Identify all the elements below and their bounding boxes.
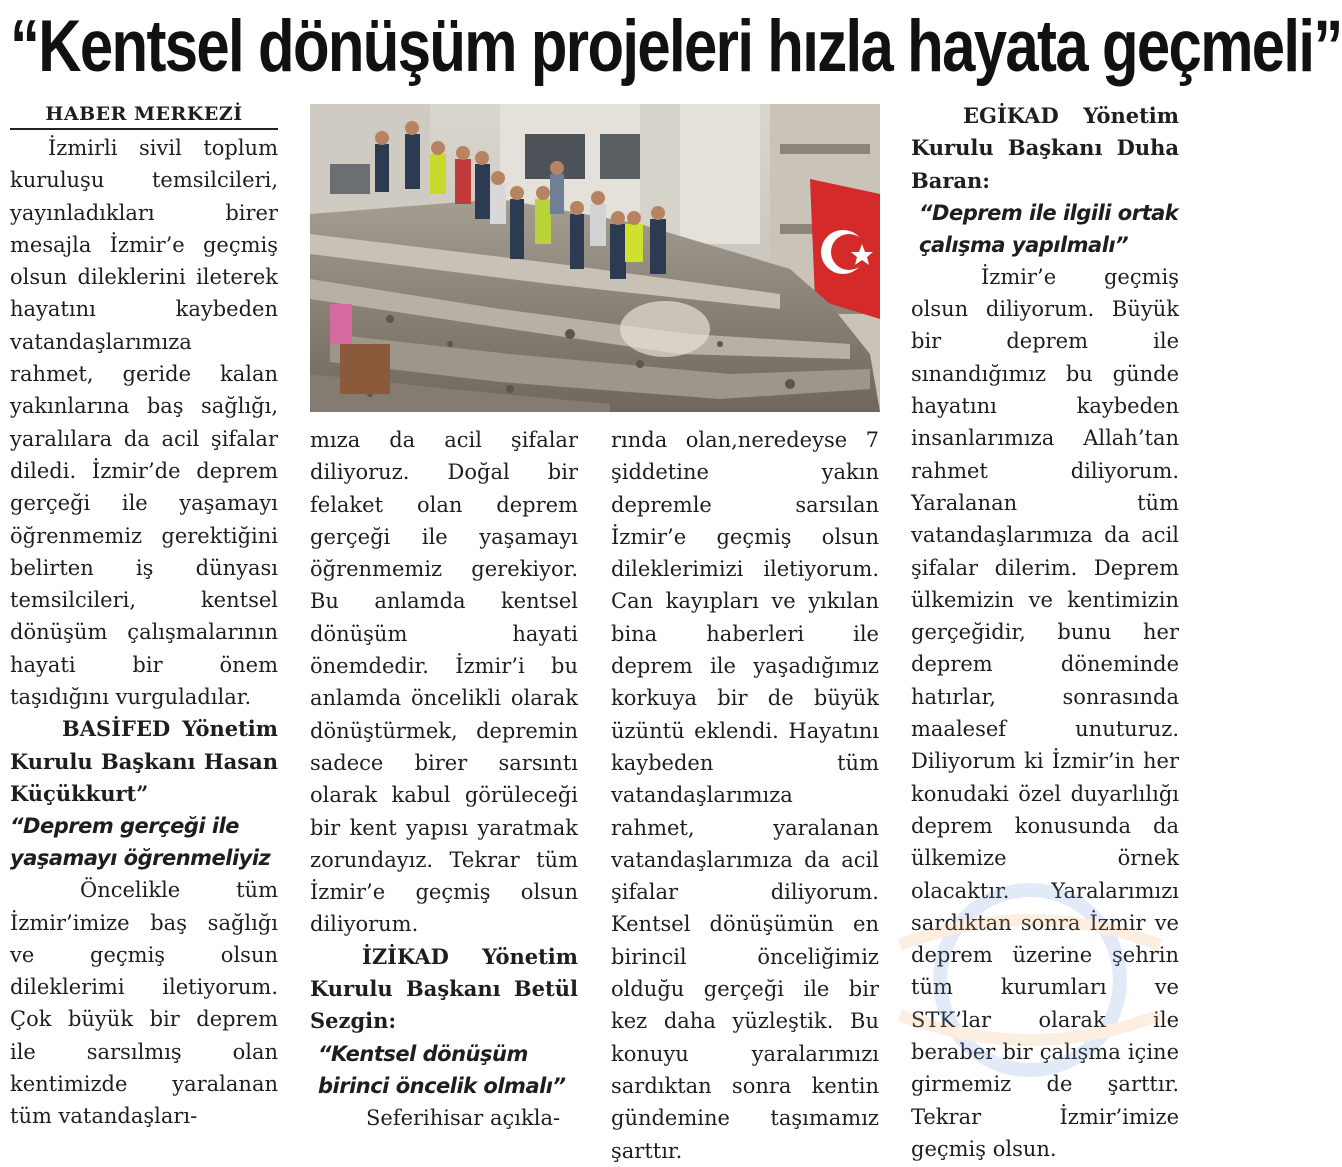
speaker-izikad-text: İZİKAD Yönetim Kurulu Başkanı Betül Sezgin: [310, 943, 578, 1034]
speaker-basifed [10, 713, 278, 810]
speaker-basifed-text: BASİFED Yönetim Kurulu Başkanı Hasan Küçükkurt” [10, 716, 278, 806]
byline: HABER MERKEZİ [10, 100, 278, 130]
speaker-izikad [310, 941, 578, 1038]
headline: “Kentsel dönüşüm projeleri hızla hayata geçmeli” [10, 6, 1342, 87]
speaker-egikad-text: EGİKAD Yönetim Kurulu Başkanı Duha Baran: [911, 103, 1179, 193]
intro-paragraph: İzmirli sivil toplum kuruluşu temsilcileri, yayınladıkları birer mesajla İzmir’e geçmiş olsun dileklerini ileterek hayatını kaybeden vatandaşlarımıza rahmet, geride kalan yakınlarına baş sağlığı, yaralılara da acil şifalar diledi. İzmir’de deprem gerçeği ile yaşamayı öğrenmemiz gerektiğini belirten iş dünyası temsilcileri, kentsel dönüşüm çalışmalarının hayati bir önem taşıdığını vurguladılar. [10, 136, 278, 710]
speaker-egikad [911, 100, 1179, 197]
body-egikad: İzmir’e geçmiş olsun diliyorum. Büyük bir deprem ile sınandığımız bu günde hayatını kaybeden insanlarımıza Allah’tan rahmet diliyorum. Yaralanan tüm vatandaşlarımıza da acil şifalar dilerim. Deprem ülkemizin ve kentimizin gerçeğidir, bunu her deprem döneminde hatırlar, sonrasında maalesef unuturuz. Diliyorum ki İzmir’in her konudaki özel duyarlılığı deprem konusunda da ülkemize örnek olacaktır. Yaralarımızı sardıktan sonra İzmir ve deprem üzerine şehrin tüm kurumları ve STK’lar olarak ile beraber bir çalışma içine girmemiz de şarttır. Tekrar İzmir’imize geçmiş olsun. [911, 264, 1179, 1161]
body-basifed-continued: mıza da acil şifalar diliyoruz. Doğal bir felaket olan deprem gerçeği ile yaşamayı öğrenmemiz gerekiyor. Bu anlamda kentsel dönüşüm hayati önemdedir. İzmir’i bu anlamda öncelikli olarak dönüştürmek, depremin sadece birer sarsıntı olarak kabul görüleceği bir kent yapısı yaratmak zorundayız. Tekrar tüm İzmir’e geçmiş olsun diliyorum. [310, 428, 578, 937]
body-basifed: Öncelikle tüm İzmir’imize baş sağlığı ve geçmiş olsun dileklerimi iletiyorum. Çok büyük bir deprem ile sarsılmış olan kentimizde yaralanan tüm vatandaşları- [10, 878, 278, 1129]
quote-basifed: “Deprem gerçeği ile yaşamayı öğrenmeliyiz [10, 814, 271, 871]
column-1 [10, 100, 278, 1133]
rescue-photo [310, 104, 880, 412]
quote-izikad: “Kentsel dönüşüm birinci öncelik olmalı” [318, 1041, 566, 1098]
column-4 [911, 100, 1179, 1165]
body-izikad: Seferihisar açıkla- [366, 1105, 561, 1130]
body-izikad-continued: rında olan,neredeyse 7 şiddetine yakın depremle sarsılan İzmir’e geçmiş olsun dileklerimizi iletiyorum. Can kayıpları ve yıkılan bina haberleri ile deprem ile yaşadığımız korkuya bir de büyük üzüntü eklendi. Hayatını kaybeden tüm vatandaşlarımıza rahmet, yaralanan vatandaşlarımıza da acil şifalar diliyorum. Kentsel dönüşümün en birincil önceliğimiz olduğu gerçeği ile bir kez daha yüzleştik. Bu konuyu yaralarımızı sardıktan sonra kentin gündemine taşımamız şarttır. [611, 428, 879, 1163]
column-3 [611, 424, 879, 1167]
column-2 [310, 424, 578, 1134]
rescue-photo-image [310, 104, 880, 412]
quote-egikad: “Deprem ile ilgili ortak çalışma yapılmalı” [919, 200, 1179, 257]
